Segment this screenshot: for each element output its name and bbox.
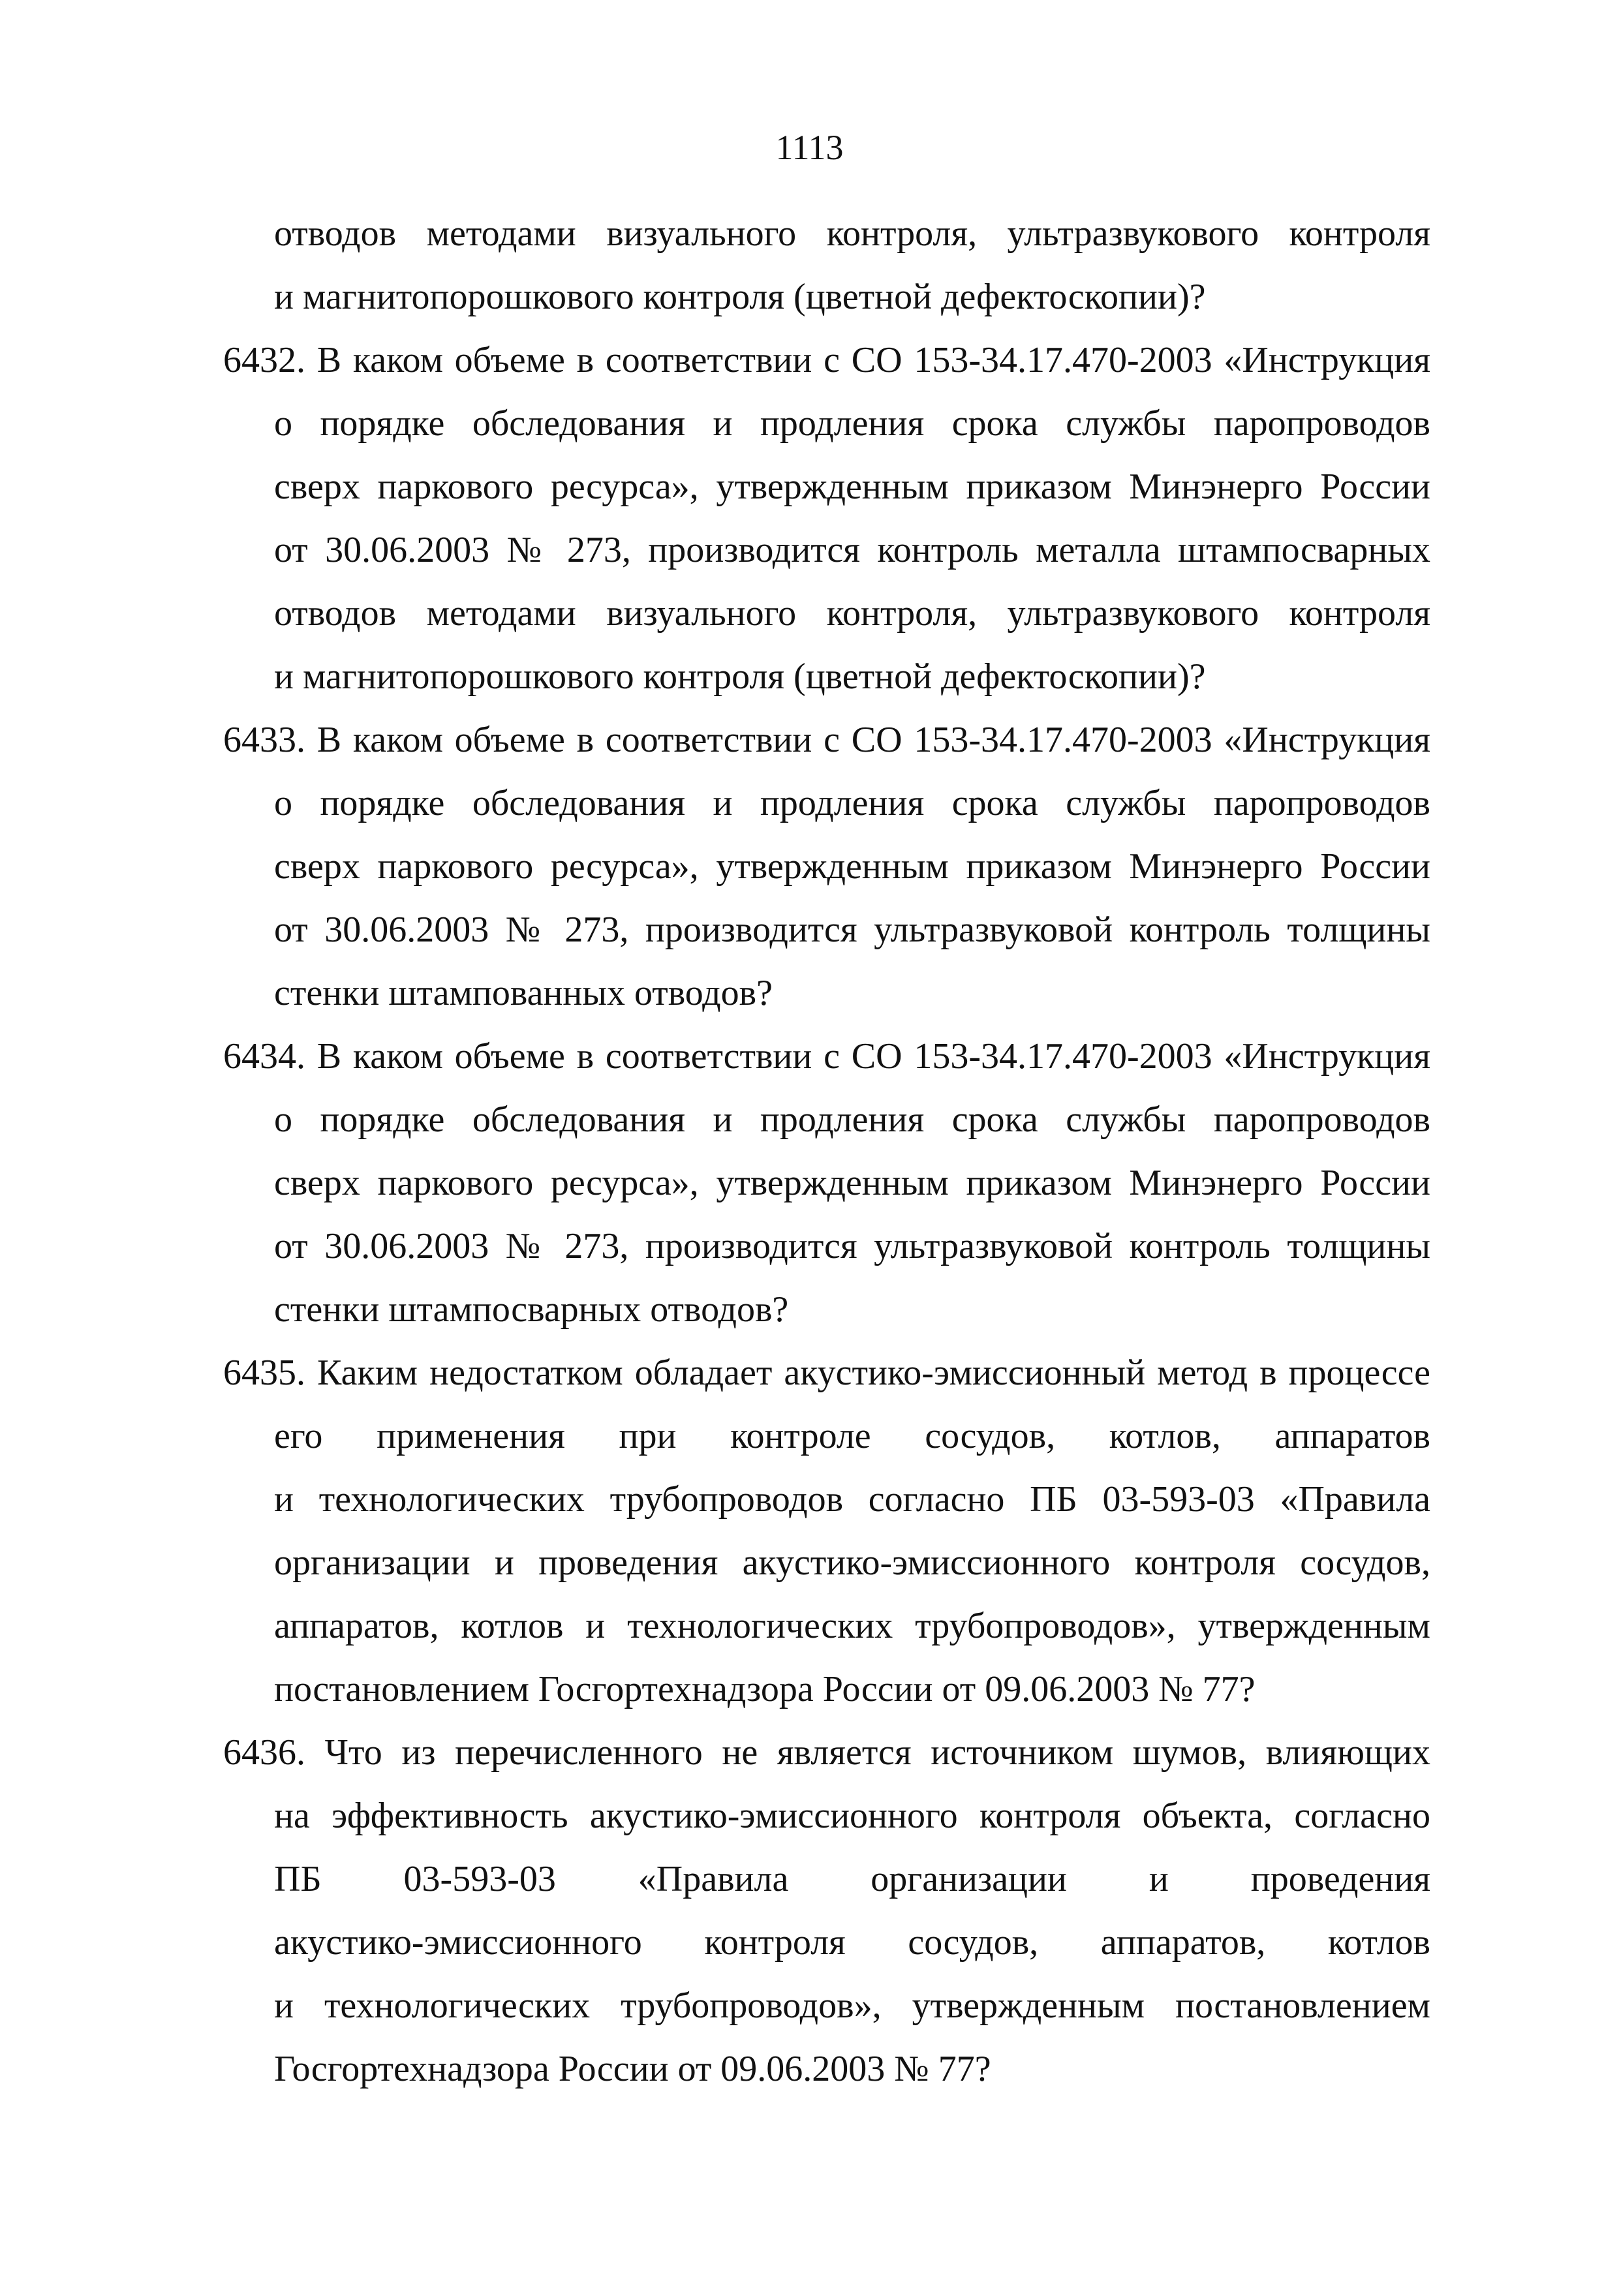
text-line: стенки штампованных отводов? bbox=[274, 973, 773, 1013]
text-line: от 30.06.2003 № 273, производится ультразвуковой контроль толщины bbox=[274, 1226, 1430, 1266]
question-first-line bbox=[223, 1025, 1430, 1088]
question-text: Что из перечисленного не является источником шумов, влияющих bbox=[324, 1732, 1430, 1773]
question-first-line bbox=[223, 1721, 1430, 1784]
continuation-block bbox=[223, 202, 1430, 329]
text-line: Госгортехнадзора России от 09.06.2003 № 77? bbox=[274, 2049, 991, 2089]
question-6432 bbox=[223, 329, 1430, 709]
text-line: сверх паркового ресурса», утвержденным приказом Минэнерго России bbox=[274, 467, 1430, 507]
text-line: и магнитопорошкового контроля (цветной дефектоскопии)? bbox=[274, 656, 1206, 697]
question-first-line bbox=[223, 329, 1430, 392]
text-line: акустико-эмиссионного контроля сосудов, аппаратов, котлов bbox=[274, 1922, 1430, 1963]
question-6433 bbox=[223, 709, 1430, 1025]
text-line: о порядке обследования и продления срока службы паропроводов bbox=[274, 1099, 1430, 1140]
question-first-line bbox=[223, 1341, 1430, 1405]
question-text: Каким недостатком обладает акустико-эмиссионный метод в процессе bbox=[317, 1353, 1430, 1393]
question-number: 6435. bbox=[223, 1353, 305, 1393]
text-line: от 30.06.2003 № 273, производится ультразвуковой контроль толщины bbox=[274, 910, 1430, 950]
text-line: от 30.06.2003 № 273, производится контроль металла штампосварных bbox=[274, 530, 1430, 570]
text-line: сверх паркового ресурса», утвержденным приказом Минэнерго России bbox=[274, 1163, 1430, 1203]
question-text: В каком объеме в соответствии с СО 153-34.17.470-2003 «Инструкция bbox=[316, 1036, 1431, 1077]
text-line: организации и проведения акустико-эмиссионного контроля сосудов, bbox=[274, 1542, 1430, 1583]
text-line: стенки штампосварных отводов? bbox=[274, 1289, 789, 1330]
text-line: о порядке обследования и продления срока службы паропроводов bbox=[274, 783, 1430, 823]
text-line: и технологических трубопроводов согласно ПБ 03-593-03 «Правила bbox=[274, 1479, 1430, 1520]
text-line: и технологических трубопроводов», утвержденным постановлением bbox=[274, 1985, 1430, 2026]
text-line: аппаратов, котлов и технологических трубопроводов», утвержденным bbox=[274, 1606, 1430, 1646]
text-line: о порядке обследования и продления срока службы паропроводов bbox=[274, 403, 1430, 444]
text-line: на эффективность акустико-эмиссионного контроля объекта, согласно bbox=[274, 1796, 1430, 1836]
text-line: и магнитопорошкового контроля (цветной дефектоскопии)? bbox=[274, 277, 1206, 317]
question-text: В каком объеме в соответствии с СО 153-34.17.470-2003 «Инструкция bbox=[316, 720, 1431, 760]
document-body bbox=[223, 202, 1430, 2101]
question-6435 bbox=[223, 1341, 1430, 1721]
question-text: В каком объеме в соответствии с СО 153-34.17.470-2003 «Инструкция bbox=[316, 340, 1431, 380]
question-first-line bbox=[223, 709, 1430, 772]
text-line: его применения при контроле сосудов, котлов, аппаратов bbox=[274, 1416, 1430, 1456]
text-line: ПБ 03-593-03 «Правила организации и проведения bbox=[274, 1859, 1430, 1899]
question-number: 6436. bbox=[223, 1732, 305, 1773]
text-line: постановлением Госгортехнадзора России от 09.06.2003 № 77? bbox=[274, 1669, 1256, 1709]
question-6434 bbox=[223, 1025, 1430, 1341]
question-number: 6432. bbox=[223, 340, 305, 380]
question-number: 6434. bbox=[223, 1036, 305, 1077]
question-number: 6433. bbox=[223, 720, 305, 760]
question-6436 bbox=[223, 1721, 1430, 2101]
text-line: сверх паркового ресурса», утвержденным приказом Минэнерго России bbox=[274, 846, 1430, 887]
text-line: отводов методами визуального контроля, ультразвукового контроля bbox=[274, 213, 1430, 254]
text-line: отводов методами визуального контроля, ультразвукового контроля bbox=[274, 593, 1430, 634]
page-number: 1113 bbox=[775, 128, 844, 167]
